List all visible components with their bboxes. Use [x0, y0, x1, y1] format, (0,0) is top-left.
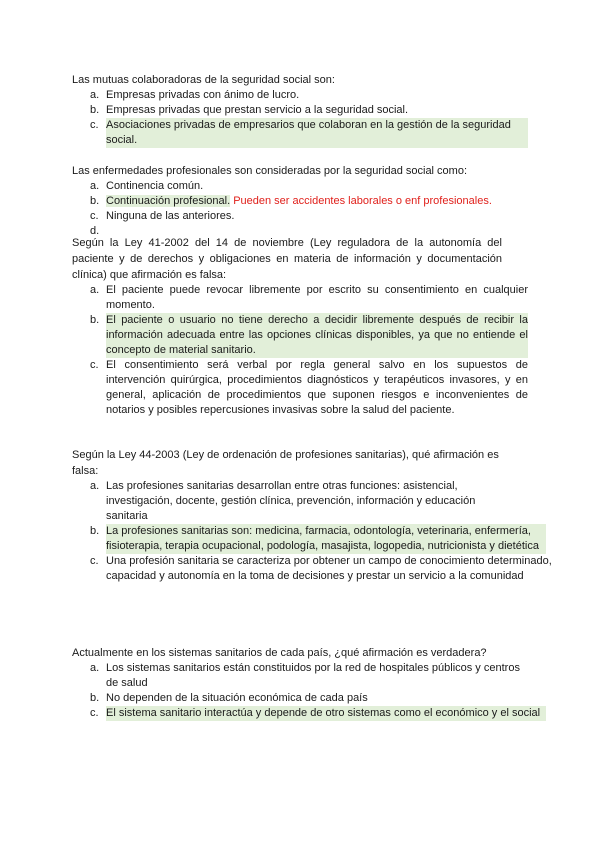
question-3 [72, 235, 528, 418]
option-c [72, 554, 566, 584]
option-text: Las profesiones sanitarias desarrollan entre otras funciones: asistencial, investigación, docente, gestión clínica, prevención, información y educación sanitaria [106, 480, 476, 522]
option-text: El paciente puede revocar libremente por escrito su consentimiento en cualquier momento. [106, 284, 528, 311]
red-note: Pueden ser accidentes laborales o enf profesionales. [233, 195, 492, 207]
option-text: La profesiones sanitarias son: medicina, farmacia, odontología, veterinaria, enfermería, fisioterapia, terapia ocupacional, podología, masajista, logopedia, nutricionista y dietética [106, 524, 546, 554]
option-c-highlighted [72, 118, 528, 148]
option-b-line [106, 195, 492, 207]
option-c [72, 209, 528, 224]
option-text: Una profesión sanitaria se caracteriza por obtener un campo de conocimiento determinado, capacidad y autonomía en la toma de decisiones y prestar un servicio a la comunidad [106, 555, 552, 582]
option-letter: b. [90, 525, 100, 537]
option-letter: b. [90, 314, 100, 326]
option-a [72, 661, 526, 691]
options-list [72, 661, 541, 721]
question-text: Las mutuas colaboradoras de la seguridad social son: [72, 74, 335, 86]
option-text: El consentimiento será verbal por regla general salvo en los supuestos de intervención quirúrgica, procedimientos diagnósticos y terapéuticos invasores, y en general, aplicación de procedimientos que suponen riesgos e inconvenientes de notarios y posibles repercusiones invasivas sobre la salud del paciente. [106, 359, 528, 416]
options-list [72, 283, 528, 418]
option-letter: b. [90, 104, 100, 116]
option-b [72, 103, 528, 118]
option-letter: c. [90, 555, 99, 567]
option-text: Ninguna de las anteriores. [106, 210, 235, 222]
option-letter: a. [90, 480, 100, 492]
option-text: Empresas privadas con ánimo de lucro. [106, 89, 300, 101]
question-text: Según la Ley 41-2002 del 14 de noviembre (Ley reguladora de la autonomía del paciente y de derechos y obligaciones en materia de información y documentación clínica) que afirmación es falsa: [72, 237, 502, 281]
question-text: Según la Ley 44-2003 (Ley de ordenación de profesiones sanitarias), qué afirmación es falsa: [72, 449, 499, 477]
option-text: El paciente o usuario no tiene derecho a decidir libremente después de recibir la información adecuada entre las opciones clínicas disponibles, ya que no entiende el concepto de material sanitario. [106, 314, 528, 356]
option-letter: a. [90, 284, 100, 296]
question-1 [72, 72, 528, 148]
option-letter: c. [90, 707, 99, 719]
options-list [72, 479, 552, 584]
option-text: Continencia común. [106, 180, 204, 192]
option-text: No dependen de la situación económica de cada país [106, 692, 368, 704]
option-a [72, 179, 528, 194]
option-letter: d. [90, 225, 100, 237]
option-letter: b. [90, 692, 100, 704]
option-letter: a. [90, 662, 100, 674]
option-letter: a. [90, 180, 100, 192]
option-c-highlighted [72, 706, 546, 721]
option-letter: b. [90, 195, 100, 207]
option-b-highlighted [72, 524, 546, 554]
option-text: Los sistemas sanitarios están constituidos por la red de hospitales públicos y centros de salud [106, 662, 520, 689]
option-b-highlighted [72, 313, 528, 358]
option-letter: c. [90, 119, 99, 131]
option-text: Empresas privadas que prestan servicio a la seguridad social. [106, 104, 409, 116]
option-letter: c. [90, 210, 99, 222]
option-a [72, 88, 528, 103]
question-5 [72, 645, 541, 721]
question-text: Las enfermedades profesionales son consideradas por la seguridad social como: [72, 165, 468, 177]
option-letter: c. [90, 359, 99, 371]
question-2 [72, 163, 528, 239]
option-c [72, 358, 528, 418]
option-text: Continuación profesional. [106, 195, 231, 207]
options-list [72, 179, 528, 239]
option-text: Asociaciones privadas de empresarios que colaboran en la gestión de la seguridad social. [106, 118, 528, 148]
option-b [72, 691, 528, 706]
question-4 [72, 447, 552, 584]
option-a [72, 283, 528, 313]
option-text: El sistema sanitario interactúa y depende de otro sistemas como el económico y el social [106, 706, 546, 721]
option-b [72, 194, 528, 209]
option-a [72, 479, 516, 524]
option-letter: a. [90, 89, 100, 101]
options-list [72, 88, 528, 148]
question-text: Actualmente en los sistemas sanitarios de cada país, ¿qué afirmación es verdadera? [72, 647, 487, 659]
